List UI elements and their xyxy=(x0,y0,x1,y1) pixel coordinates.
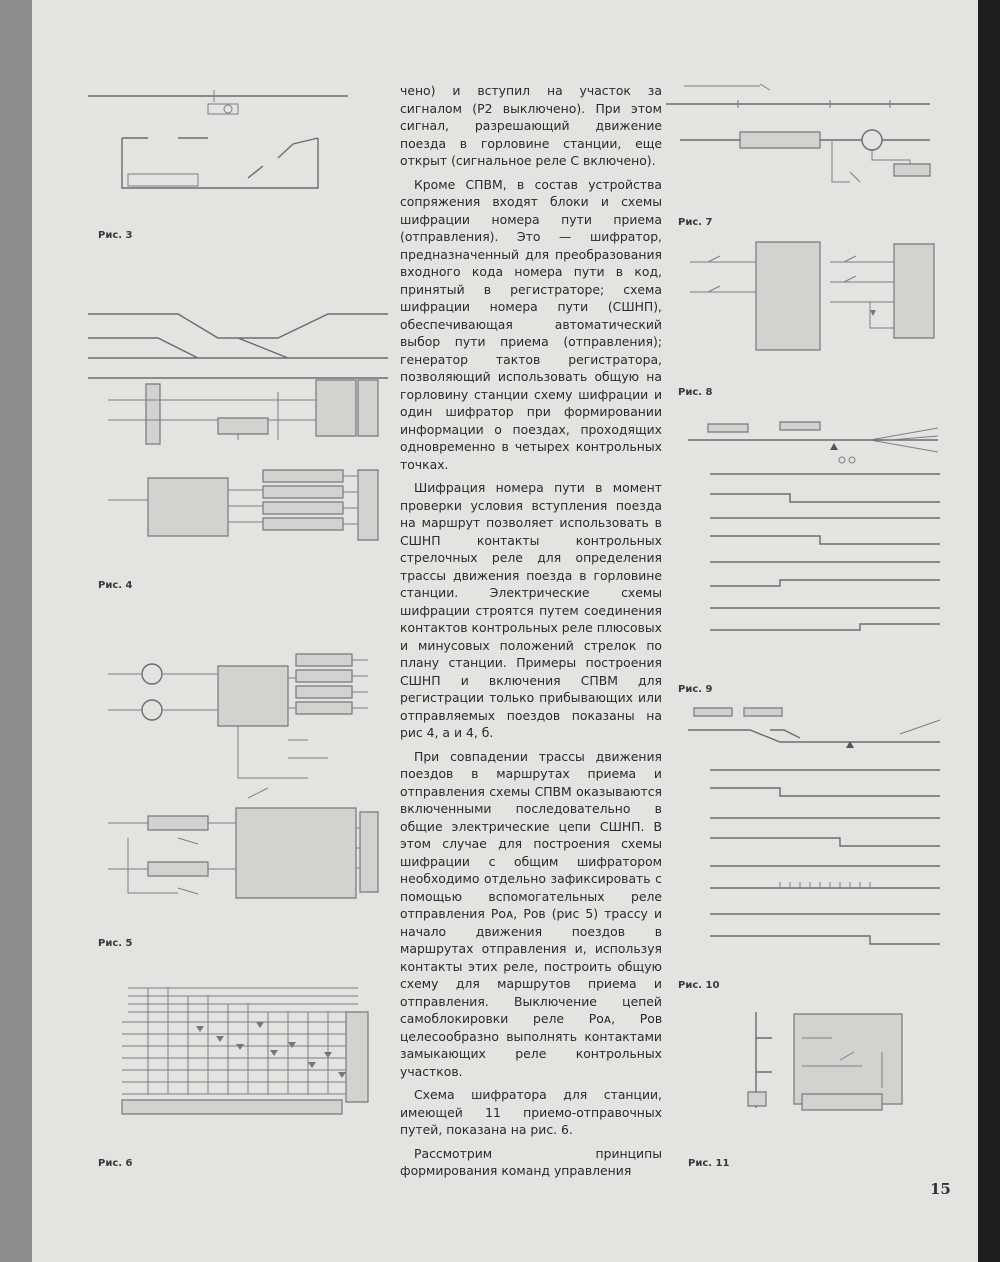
figure-11-caption: Рис. 11 xyxy=(688,1158,730,1169)
figure-4-caption: Рис. 4 xyxy=(98,580,133,591)
paragraph-6: Рассмотрим принципы формирования команд управления xyxy=(400,1145,662,1178)
scan-edge xyxy=(978,0,1000,1262)
figure-9-caption: Рис. 9 xyxy=(678,684,713,695)
figure-3-diagram xyxy=(88,78,378,208)
figure-4-diagram xyxy=(88,300,388,555)
figure-8-caption: Рис. 8 xyxy=(678,387,713,398)
figure-7-diagram xyxy=(650,72,940,200)
paragraph-3: Шифрация номера пути в момент проверки условия вступления поезда на маршрут позволяет использовать в СШНП контакты контрольных стрелочных реле для определения трассы движения поезда в горловине станции. Электрические схемы шифрации строятся путем соединения контактов контрольных реле плюсовых и минусовых положений стрелок по плану станции. Примеры построения СШНП и включения СПВМ для регистрации только прибывающих или отправляемых поездов показаны на рис 4, а и 4, б. xyxy=(400,480,662,740)
figure-6-diagram xyxy=(88,982,378,1124)
article-text-column xyxy=(400,82,662,1186)
figure-11-diagram xyxy=(722,1008,922,1124)
figure-10-diagram xyxy=(680,700,950,960)
figure-5-diagram xyxy=(88,648,388,916)
page-number: 15 xyxy=(930,1180,951,1198)
paragraph-1: чено) и вступил на участок за сигналом (Р2 выключено). При этом сигнал, разрешающий движение поезда в горловине станции, еще открыт (сигнальное реле С включено). xyxy=(400,83,662,168)
figure-9-diagram xyxy=(680,412,950,642)
scanned-page xyxy=(32,0,978,1262)
paragraph-5: Схема шифратора для станции, имеющей 11 приемо-отправочных путей, показана на рис. 6. xyxy=(400,1087,662,1137)
figure-5-caption: Рис. 5 xyxy=(98,938,133,949)
figure-8-diagram xyxy=(680,232,942,362)
paragraph-2: Кроме СПВМ, в состав устройства сопряжения входят блоки и схемы шифрации номера пути приема (отправления). Это — шифратор, предназначенный для преобразования входного кода номера пути в код, принятый в регистраторе; схема шифрации номера пути (СШНП), обеспечивающая автоматический выбор пути приема (отправления); генератор тактов регистратора, позволяющий использовать общую на горловину станции схему шифрации и один шифратор при формировании информации о поездах, проходящих одновременно в четырех контрольных точках. xyxy=(400,176,662,472)
figure-6-caption: Рис. 6 xyxy=(98,1158,133,1169)
figure-3-caption: Рис. 3 xyxy=(98,230,133,241)
figure-7-caption: Рис. 7 xyxy=(678,217,713,228)
paragraph-4: При совпадении трассы движения поездов в маршрутах приема и отправления схемы СПВМ оказываются включенными последовательно в общие электрические цепи СШНП. В этом случае для построения схемы шифрации с общим шифратором необходимо отдельно зафиксировать с помощью вспомогательных реле отправления Pᴏᴀ, Pᴏʙ (рис 5) трассу и начало движения поездов в маршрутах отправления и, используя контакты этих реле, построить общую схему для маршрутов приема и отправления. Выключение цепей самоблокировки реле Pᴏᴀ, Pᴏʙ целесообразно выполнять контактами замыкающих реле контрольных участков. xyxy=(400,748,662,1079)
figure-10-caption: Рис. 10 xyxy=(678,980,720,991)
